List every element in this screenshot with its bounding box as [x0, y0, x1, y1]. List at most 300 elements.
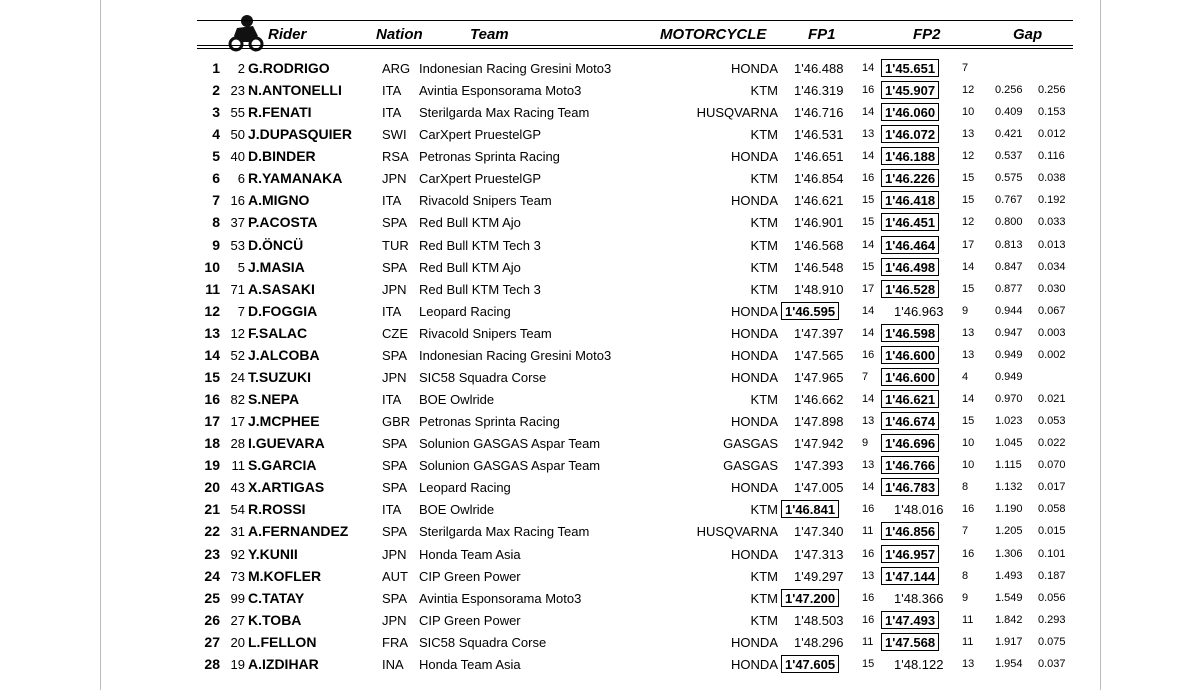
table-row: [0, 499, 1200, 521]
rider-number: 19: [230, 656, 245, 672]
nation: JPN: [382, 612, 407, 628]
nation: FRA: [382, 634, 408, 650]
position: 9: [212, 236, 220, 253]
rider-name: J.ALCOBA: [248, 346, 320, 363]
motorcycle: HONDA: [731, 546, 778, 562]
team: Indonesian Racing Gresini Moto3: [419, 61, 612, 76]
rider-name: G.RODRIGO: [248, 60, 330, 76]
nation: SPA: [382, 436, 408, 452]
motorcycle: GASGAS: [723, 458, 778, 474]
fp1-time: 1'47.200: [781, 589, 839, 607]
fp2-time: 1'46.060: [881, 103, 939, 121]
position: 15: [204, 368, 220, 385]
fp1-laps: 16: [862, 591, 875, 604]
gap-to-first: 0.767: [995, 194, 1023, 207]
gap-to-first: 0.813: [995, 238, 1023, 251]
gap-to-first: 0.800: [995, 216, 1023, 229]
fp2-time: 1'46.072: [881, 125, 939, 143]
nation: CZE: [382, 325, 408, 341]
fp2-time: 1'48.016: [894, 502, 944, 518]
table-row: [0, 124, 1200, 146]
nation: ITA: [382, 105, 402, 121]
gap-to-previous: 0.075: [1038, 635, 1066, 648]
nation: AUT: [382, 568, 408, 584]
table-row: [0, 80, 1200, 102]
rider-name: M.KOFLER: [248, 567, 322, 584]
motorcycle: KTM: [750, 281, 778, 297]
rider-number: 11: [231, 458, 245, 474]
fp2-time: 1'46.418: [881, 191, 939, 209]
fp1-laps: 11: [862, 525, 874, 538]
rider-name: J.MCPHEE: [248, 413, 320, 430]
motorcycle: GASGAS: [723, 436, 778, 452]
motorcycle: KTM: [750, 392, 778, 408]
fp2-laps: 13: [962, 348, 975, 361]
nation: GBR: [382, 414, 411, 430]
team: Petronas Sprinta Racing: [419, 414, 560, 430]
gap-to-previous: 0.192: [1038, 194, 1066, 207]
gap-to-previous: 0.002: [1038, 348, 1066, 361]
motorcycle: HONDA: [731, 325, 778, 341]
fp2-time: 1'46.600: [881, 368, 939, 386]
position: 13: [204, 324, 220, 341]
team: CIP Green Power: [419, 568, 521, 584]
rider-name: N.ANTONELLI: [248, 82, 342, 99]
rider-name: J.MASIA: [248, 258, 305, 275]
motorcycle: HONDA: [731, 369, 778, 385]
gap-to-first: 1.549: [995, 591, 1023, 604]
rider-number: 12: [230, 325, 245, 341]
nation: TUR: [382, 237, 409, 253]
position: 21: [204, 501, 220, 518]
fp1-laps: 14: [862, 481, 875, 494]
table-row: [0, 566, 1200, 588]
rider-name: F.SALAC: [248, 324, 308, 341]
table-row: [0, 168, 1200, 190]
fp1-laps: 9: [862, 437, 869, 450]
table-row: [0, 455, 1200, 477]
fp2-laps: 10: [962, 437, 975, 450]
rider-number: 6: [237, 171, 245, 187]
fp2-time: 1'46.963: [894, 303, 944, 319]
nation: SPA: [382, 259, 408, 275]
gap-to-previous: 0.153: [1038, 106, 1066, 119]
table-row: [0, 367, 1200, 389]
position: 5: [212, 148, 220, 165]
fp1-laps: 15: [862, 657, 875, 670]
gap-to-first: 0.537: [995, 150, 1023, 163]
rider-number: 54: [230, 502, 245, 518]
gap-to-previous: 0.293: [1038, 613, 1066, 626]
gap-to-first: 1.132: [995, 481, 1023, 494]
fp1-time: 1'47.898: [794, 414, 844, 430]
rider-number: 31: [230, 524, 245, 540]
gap-to-first: 0.421: [995, 128, 1023, 141]
fp2-time: 1'45.907: [881, 81, 939, 99]
fp2-time: 1'46.451: [881, 213, 939, 231]
fp1-laps: 16: [862, 172, 875, 185]
position: 20: [204, 479, 220, 496]
rider-number: 53: [230, 237, 245, 253]
rider-name: Y.KUNII: [248, 545, 298, 562]
fp1-laps: 14: [862, 393, 875, 406]
gap-to-previous: 0.021: [1038, 393, 1066, 406]
fp1-time: 1'47.605: [781, 655, 839, 673]
fp2-laps: 7: [962, 525, 969, 538]
team: Rivacold Snipers Team: [419, 193, 552, 209]
position: 23: [204, 545, 220, 562]
motorcycle: HUSQVARNA: [696, 105, 778, 121]
gap-to-previous: 0.022: [1038, 437, 1066, 450]
team: Avintia Esponsorama Moto3: [419, 590, 582, 606]
team: Red Bull KTM Tech 3: [419, 281, 541, 297]
team: Avintia Esponsorama Moto3: [419, 83, 582, 99]
gap-to-previous: 0.033: [1038, 216, 1066, 229]
team: Leopard Racing: [419, 480, 511, 496]
table-row: [0, 433, 1200, 455]
rider-number: 71: [230, 281, 245, 297]
fp1-time: 1'49.297: [794, 568, 844, 584]
gap-to-first: 1.493: [995, 569, 1023, 582]
position: 7: [212, 192, 220, 209]
team: Petronas Sprinta Racing: [419, 149, 560, 165]
gap-to-first: 0.256: [995, 84, 1023, 97]
table-row: [0, 257, 1200, 279]
table-row: [0, 610, 1200, 632]
table-row: [0, 588, 1200, 610]
team: BOE Owlride: [419, 392, 495, 408]
team: Leopard Racing: [419, 303, 511, 319]
fp1-laps: 14: [862, 150, 875, 163]
fp1-time: 1'46.716: [794, 105, 844, 121]
position: 16: [204, 391, 220, 408]
gap-to-first: 1.205: [995, 525, 1023, 538]
fp2-laps: 12: [962, 216, 975, 229]
fp2-laps: 16: [962, 503, 975, 516]
gap-to-previous: 0.067: [1038, 304, 1066, 317]
fp2-laps: 15: [962, 282, 975, 295]
fp1-time: 1'48.296: [794, 634, 844, 650]
rider-number: 40: [230, 149, 245, 165]
fp1-time: 1'47.340: [794, 524, 844, 540]
gap-to-previous: 0.187: [1038, 569, 1066, 582]
fp1-laps: 16: [862, 348, 875, 361]
rider-name: R.FENATI: [248, 104, 312, 121]
fp2-laps: 14: [962, 393, 975, 406]
team: SIC58 Squadra Corse: [419, 634, 547, 650]
nation: SWI: [382, 127, 407, 143]
fp1-time: 1'47.565: [794, 347, 844, 363]
gap-to-previous: 0.037: [1038, 657, 1066, 670]
gap-to-first: 1.115: [995, 459, 1022, 472]
fp1-laps: 11: [862, 635, 874, 648]
fp2-time: 1'46.600: [881, 346, 939, 364]
fp1-time: 1'46.319: [794, 83, 844, 99]
motorcycle: KTM: [750, 259, 778, 275]
motorcycle: HONDA: [731, 656, 778, 672]
fp2-laps: 11: [962, 613, 974, 626]
motorcycle: HONDA: [731, 480, 778, 496]
fp2-laps: 11: [962, 635, 974, 648]
position: 26: [204, 611, 220, 628]
fp1-time: 1'46.854: [794, 171, 844, 187]
gap-to-first: 1.917: [995, 635, 1023, 648]
fp2-laps: 8: [962, 569, 969, 582]
fp1-time: 1'48.910: [794, 281, 844, 297]
table-row: [0, 146, 1200, 168]
fp1-laps: 16: [862, 503, 875, 516]
rider-number: 17: [230, 414, 245, 430]
fp1-laps: 15: [862, 194, 875, 207]
gap-to-previous: 0.056: [1038, 591, 1066, 604]
fp1-laps: 16: [862, 84, 875, 97]
table-row: [0, 212, 1200, 234]
gap-to-previous: 0.058: [1038, 503, 1066, 516]
gap-to-first: 0.947: [995, 326, 1023, 339]
fp2-time: 1'46.226: [881, 169, 939, 187]
fp1-time: 1'47.393: [794, 458, 844, 474]
table-row: [0, 190, 1200, 212]
position: 24: [204, 567, 220, 584]
table-row: [0, 301, 1200, 323]
rider-name: A.FERNANDEZ: [248, 523, 349, 540]
header-gap: Gap: [1013, 26, 1043, 43]
team: CIP Green Power: [419, 612, 521, 628]
motorcycle: KTM: [750, 237, 778, 253]
fp1-time: 1'47.397: [794, 325, 844, 341]
fp2-time: 1'47.144: [881, 567, 939, 585]
fp1-laps: 14: [862, 238, 875, 251]
nation: SPA: [382, 458, 408, 474]
nation: JPN: [382, 369, 407, 385]
rider-name: C.TATAY: [248, 589, 305, 606]
fp2-time: 1'46.528: [881, 280, 939, 298]
motorcycle: KTM: [750, 127, 778, 143]
fp2-time: 1'46.621: [881, 390, 939, 408]
gap-to-first: 0.970: [995, 393, 1023, 406]
table-row: [0, 544, 1200, 566]
header-team: Team: [470, 26, 509, 43]
fp2-laps: 12: [962, 84, 975, 97]
fp1-time: 1'46.651: [794, 149, 844, 165]
gap-to-previous: 0.070: [1038, 459, 1066, 472]
fp2-laps: 9: [962, 304, 969, 317]
table-row: [0, 632, 1200, 654]
rider-name: X.ARTIGAS: [248, 479, 325, 496]
gap-to-first: 1.842: [995, 613, 1023, 626]
position: 10: [204, 258, 220, 275]
rider-name: R.ROSSI: [248, 501, 306, 518]
position: 11: [205, 280, 220, 297]
fp2-laps: 13: [962, 326, 975, 339]
gap-to-previous: 0.034: [1038, 260, 1066, 273]
position: 3: [212, 104, 220, 121]
table-row: [0, 102, 1200, 124]
fp2-time: 1'48.122: [894, 656, 944, 672]
rider-name: J.DUPASQUIER: [248, 126, 352, 143]
team: CarXpert PruestelGP: [419, 127, 542, 143]
nation: ITA: [382, 392, 402, 408]
fp2-time: 1'46.188: [881, 147, 939, 165]
nation: RSA: [382, 149, 409, 165]
table-row: [0, 389, 1200, 411]
position: 8: [212, 214, 220, 231]
position: 6: [212, 170, 220, 187]
rider-name: A.SASAKI: [248, 280, 315, 297]
team: Red Bull KTM Ajo: [419, 259, 521, 275]
fp1-time: 1'46.568: [794, 237, 844, 253]
motorcycle: KTM: [750, 215, 778, 231]
fp1-time: 1'46.841: [781, 500, 839, 518]
team: Indonesian Racing Gresini Moto3: [419, 347, 612, 363]
gap-to-previous: 0.101: [1038, 547, 1066, 560]
fp1-laps: 16: [862, 613, 875, 626]
gap-to-first: 0.409: [995, 106, 1023, 119]
nation: SPA: [382, 524, 408, 540]
table-row: [0, 477, 1200, 499]
rider-number: 99: [230, 590, 245, 606]
rider-name: S.GARCIA: [248, 457, 317, 474]
fp2-time: 1'46.957: [881, 545, 939, 563]
gap-to-first: 0.575: [995, 172, 1023, 185]
fp2-laps: 15: [962, 415, 975, 428]
nation: SPA: [382, 215, 408, 231]
nation: SPA: [382, 480, 408, 496]
fp2-time: 1'46.464: [881, 236, 939, 254]
fp2-laps: 13: [962, 657, 975, 670]
rider-number: 23: [230, 83, 245, 99]
fp2-laps: 13: [962, 128, 975, 141]
motorcycle: HUSQVARNA: [696, 524, 778, 540]
gap-to-first: 0.949: [995, 348, 1023, 361]
rider-number: 7: [237, 303, 245, 319]
rider-name: T.SUZUKI: [248, 368, 311, 385]
position: 2: [212, 82, 220, 99]
rider-number: 27: [230, 612, 245, 628]
gap-to-previous: 0.013: [1038, 238, 1066, 251]
gap-to-previous: 0.116: [1038, 150, 1065, 163]
nation: JPN: [382, 546, 407, 562]
fp2-laps: 16: [962, 547, 975, 560]
position: 1: [212, 60, 220, 76]
table-row: [0, 345, 1200, 367]
rider-number: 28: [230, 436, 245, 452]
table-row: [0, 58, 1200, 80]
motorcycle: KTM: [750, 171, 778, 187]
fp1-laps: 13: [862, 128, 875, 141]
motorcycle: HONDA: [731, 414, 778, 430]
fp2-laps: 10: [962, 459, 975, 472]
gap-to-previous: 0.012: [1038, 128, 1066, 141]
gap-to-previous: 0.030: [1038, 282, 1066, 295]
fp1-laps: 13: [862, 459, 875, 472]
fp1-time: 1'46.531: [794, 127, 844, 143]
fp1-time: 1'46.621: [794, 193, 844, 209]
team: Sterilgarda Max Racing Team: [419, 105, 590, 121]
header-nation: Nation: [376, 26, 423, 43]
fp2-laps: 15: [962, 194, 975, 207]
motorcycle: HONDA: [731, 634, 778, 650]
rider-number: 24: [230, 369, 245, 385]
fp1-time: 1'46.595: [781, 302, 839, 320]
nation: ITA: [382, 83, 402, 99]
gap-to-first: 0.847: [995, 260, 1023, 273]
gap-to-previous: 0.256: [1038, 84, 1066, 97]
motorcycle: HONDA: [731, 149, 778, 165]
motorcycle: HONDA: [731, 193, 778, 209]
team: Solunion GASGAS Aspar Team: [419, 458, 601, 474]
motorcycle: HONDA: [731, 61, 778, 76]
nation: ITA: [382, 303, 402, 319]
nation: ITA: [382, 193, 402, 209]
motorcycle: KTM: [750, 502, 778, 518]
position: 25: [204, 589, 220, 606]
fp2-laps: 14: [962, 260, 975, 273]
rider-number: 82: [230, 392, 245, 408]
fp1-time: 1'47.942: [794, 436, 844, 452]
team: Honda Team Asia: [419, 656, 521, 672]
fp2-time: 1'46.856: [881, 522, 939, 540]
fp2-time: 1'46.783: [881, 478, 939, 496]
gap-to-previous: 0.017: [1038, 481, 1066, 494]
gap-to-first: 1.023: [995, 415, 1023, 428]
team: Sterilgarda Max Racing Team: [419, 524, 590, 540]
team: Red Bull KTM Tech 3: [419, 237, 541, 253]
gap-to-first: 0.877: [995, 282, 1023, 295]
fp1-time: 1'47.313: [794, 546, 844, 562]
team: Rivacold Snipers Team: [419, 325, 552, 341]
rider-number: 43: [230, 480, 245, 496]
nation: SPA: [382, 347, 408, 363]
header-rider: Rider: [268, 26, 307, 43]
rider-name: K.TOBA: [248, 611, 302, 628]
fp2-time: 1'46.498: [881, 258, 939, 276]
gap-to-previous: 0.053: [1038, 415, 1066, 428]
fp1-time: 1'48.503: [794, 612, 844, 628]
fp1-laps: 16: [862, 547, 875, 560]
gap-to-previous: 0.038: [1038, 172, 1066, 185]
team: Red Bull KTM Ajo: [419, 215, 521, 231]
rider-name: D.BINDER: [248, 148, 316, 165]
gap-to-first: 1.954: [995, 657, 1023, 670]
rider-number: 92: [230, 546, 245, 562]
position: 27: [204, 633, 220, 650]
fp2-laps: 9: [962, 591, 969, 604]
position: 19: [204, 457, 220, 474]
fp1-laps: 13: [862, 569, 875, 582]
fp2-time: 1'46.598: [881, 324, 939, 342]
team: Solunion GASGAS Aspar Team: [419, 436, 601, 452]
position: 22: [204, 523, 220, 540]
position: 14: [204, 346, 220, 363]
fp1-time: 1'46.901: [794, 215, 844, 231]
header-fp2: FP2: [913, 26, 941, 43]
rider-name: S.NEPA: [248, 391, 300, 408]
rider-number: 37: [230, 215, 245, 231]
fp2-time: 1'47.568: [881, 633, 939, 651]
nation: INA: [382, 656, 404, 672]
gap-to-first: 0.949: [995, 370, 1023, 383]
rider-number: 20: [230, 634, 245, 650]
fp1-laps: 15: [862, 260, 875, 273]
fp1-time: 1'47.005: [794, 480, 844, 496]
rider-name: R.YAMANAKA: [248, 170, 343, 187]
team: BOE Owlride: [419, 502, 495, 518]
fp2-time: 1'45.651: [881, 59, 939, 77]
motorcycle: KTM: [750, 590, 778, 606]
fp1-laps: 14: [862, 326, 875, 339]
rider-name: A.IZDIHAR: [248, 655, 319, 672]
